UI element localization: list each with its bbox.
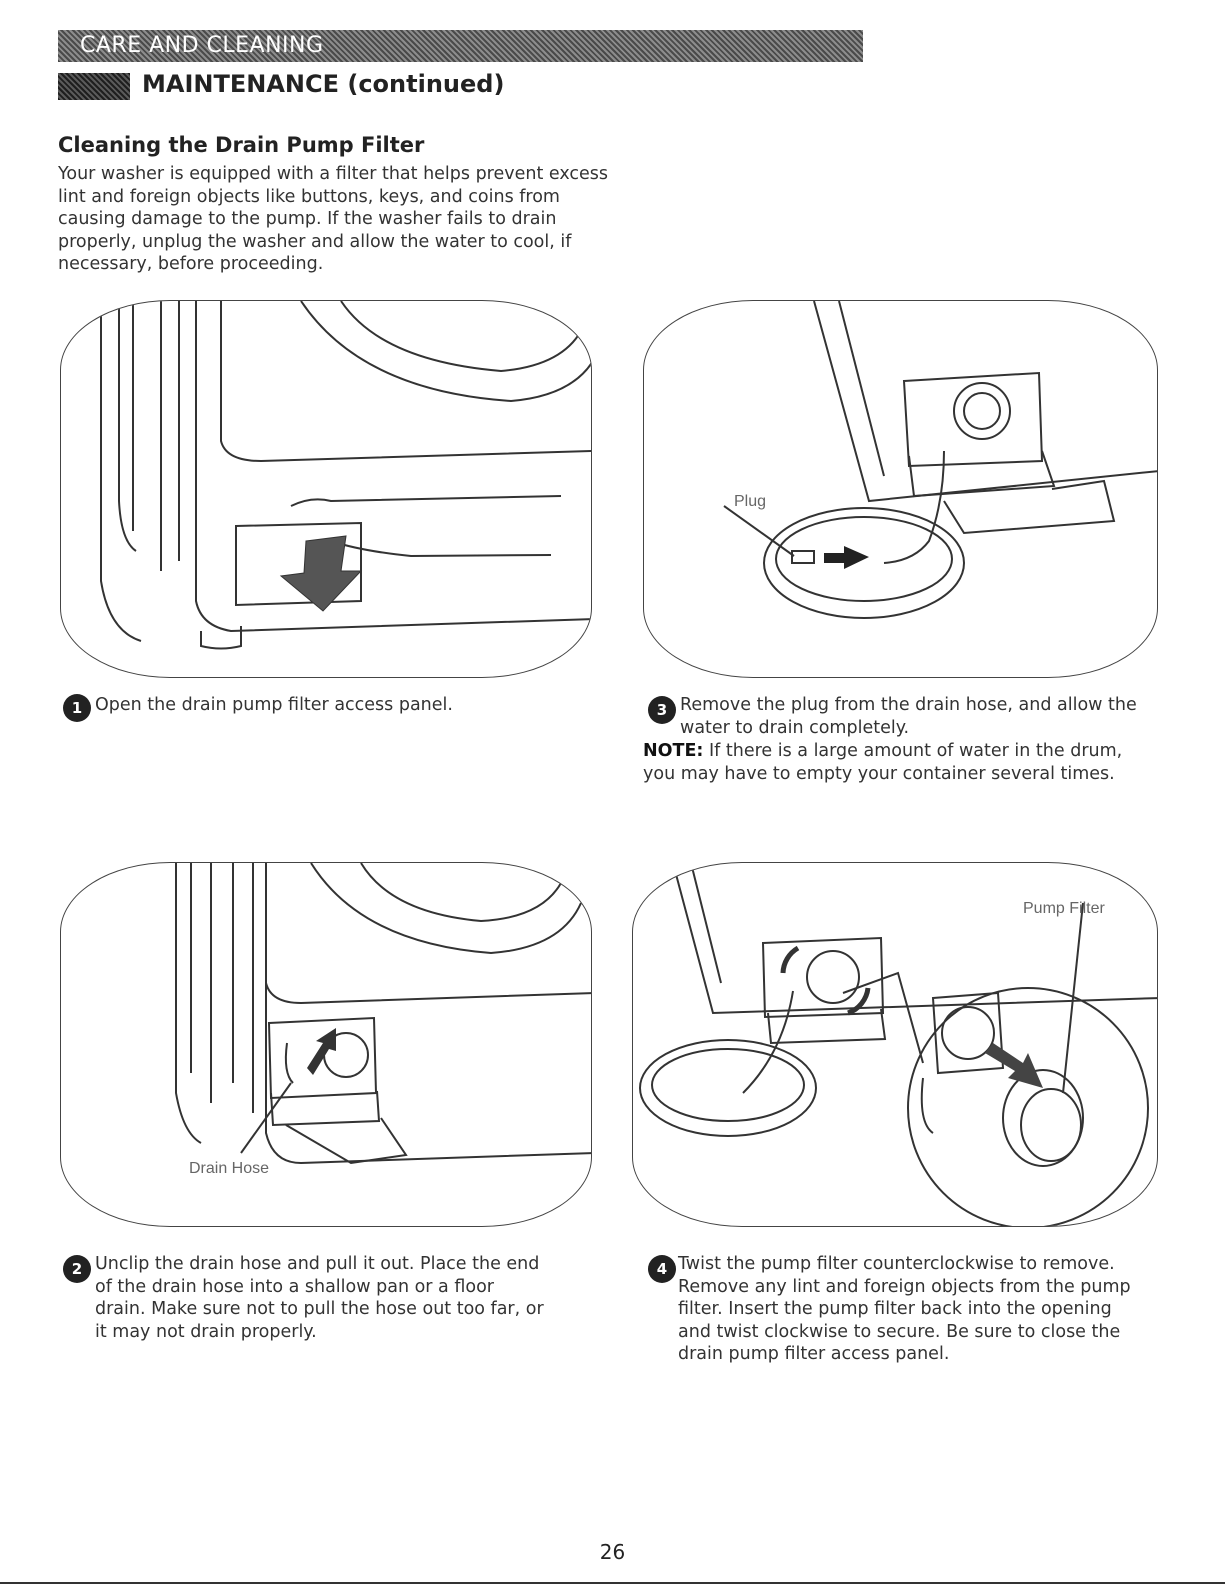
step-2-line: of the drain hose into a shallow pan or a floor bbox=[95, 1276, 494, 1297]
step-4-text bbox=[678, 1253, 1198, 1366]
washer-plug-illustration bbox=[644, 301, 1158, 678]
intro-line: causing damage to the pump. If the washer fails to drain bbox=[58, 209, 557, 230]
illustration-step-1 bbox=[60, 300, 592, 678]
note-line: If there is a large amount of water in the drum, bbox=[709, 741, 1123, 761]
subsection-title: MAINTENANCE (continued) bbox=[142, 70, 505, 98]
drain-hose-label: Drain Hose bbox=[189, 1160, 270, 1177]
step-2-text bbox=[95, 1253, 595, 1343]
step-3-number-badge: 3 bbox=[648, 696, 676, 724]
subsection-header bbox=[58, 70, 758, 102]
step-1-number-badge: 1 bbox=[63, 694, 91, 722]
intro-line: necessary, before proceeding. bbox=[58, 254, 324, 275]
step-4-line: Remove any lint and foreign objects from the pump bbox=[678, 1276, 1131, 1297]
step-2-number-badge: 2 bbox=[63, 1255, 91, 1283]
intro-paragraph bbox=[58, 163, 658, 276]
step-2-line: it may not drain properly. bbox=[95, 1321, 317, 1342]
pump-filter-label: Pump Filter bbox=[1023, 900, 1105, 917]
step-3-line: Remove the plug from the drain hose, and allow the bbox=[680, 695, 1137, 715]
plug-label: Plug bbox=[734, 493, 767, 510]
washer-pump-filter-illustration bbox=[633, 863, 1158, 1227]
step-3-line: water to drain completely. bbox=[680, 717, 910, 738]
step-3-text bbox=[680, 694, 1180, 739]
note-line: you may have to empty your container several times. bbox=[643, 763, 1115, 784]
step-4-line: and twist clockwise to secure. Be sure to close the bbox=[678, 1321, 1121, 1342]
step-4-line: filter. Insert the pump filter back into the opening bbox=[678, 1299, 1112, 1319]
subsection-marker bbox=[58, 73, 130, 100]
illustration-step-2 bbox=[60, 862, 592, 1227]
section-header-text: CARE AND CLEANING bbox=[80, 33, 324, 58]
step-4-line: Twist the pump filter counterclockwise to remove. bbox=[678, 1254, 1115, 1274]
note-label: NOTE: bbox=[643, 741, 704, 761]
step-1-line: Open the drain pump filter access panel. bbox=[95, 695, 453, 715]
section-header-bar bbox=[58, 30, 863, 62]
step-4-number-badge: 4 bbox=[648, 1255, 676, 1283]
intro-line: Your washer is equipped with a filter that helps prevent excess bbox=[58, 164, 609, 184]
step-4-line: drain pump filter access panel. bbox=[678, 1344, 950, 1364]
illustration-step-3 bbox=[643, 300, 1158, 678]
footer-rule bbox=[0, 1582, 1225, 1584]
washer-open-panel-illustration bbox=[61, 301, 592, 678]
step-2-line: drain. Make sure not to pull the hose out too far, or bbox=[95, 1299, 544, 1319]
illustration-step-4 bbox=[632, 862, 1158, 1227]
washer-drain-hose-illustration bbox=[61, 863, 592, 1227]
intro-line: properly, unplug the washer and allow the water to cool, if bbox=[58, 231, 572, 252]
step-1-text bbox=[95, 694, 575, 717]
step-2-line: Unclip the drain hose and pull it out. Place the end bbox=[95, 1254, 540, 1274]
page-title: Cleaning the Drain Pump Filter bbox=[58, 133, 425, 157]
note-text bbox=[643, 740, 1183, 785]
intro-line: lint and foreign objects like buttons, keys, and coins from bbox=[58, 186, 560, 207]
page-number: 26 bbox=[599, 1540, 626, 1564]
